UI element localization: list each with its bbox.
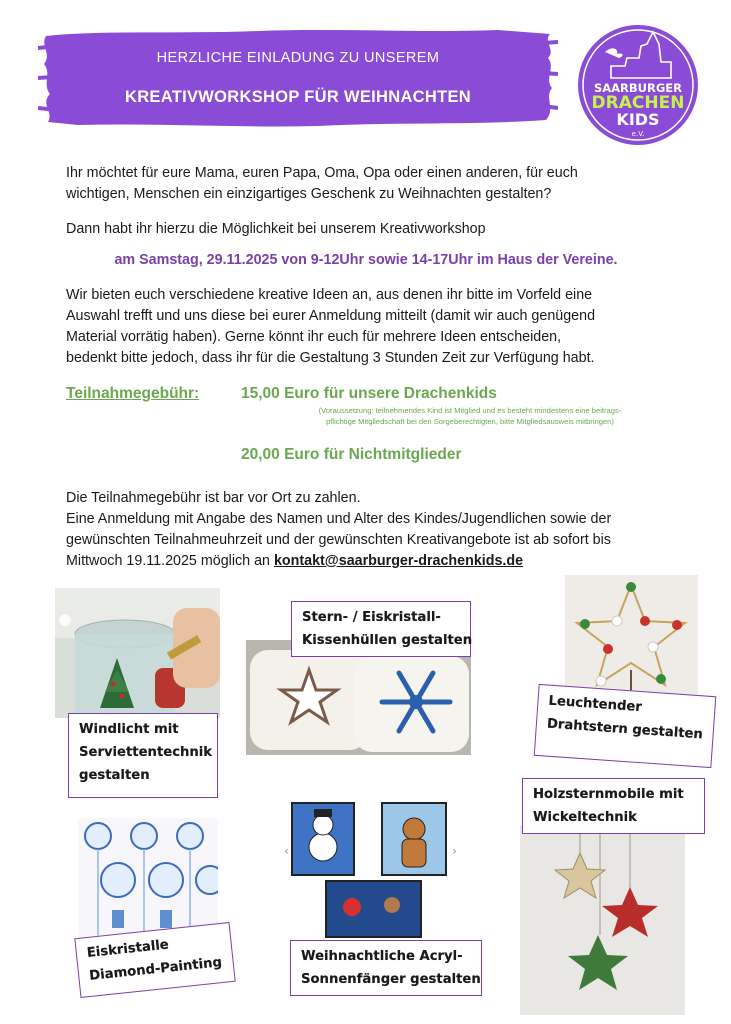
workshop-label-line: Leuchtender (548, 693, 643, 716)
svg-text:›: › (452, 844, 457, 858)
intro-workshop-line: Dann habt ihr hierzu die Möglichkeit bei unserem Kreativworkshop (66, 221, 486, 237)
logo-text-line4: e.V. (631, 130, 645, 138)
offer-line: Auswahl trefft und uns diese bei eurer Anmeldung mitteilt (damit wir auch genügend (66, 308, 596, 324)
workshop-label-line: Stern- / Eiskristall- (302, 610, 441, 625)
fee-note-line: (Voraussetzung: teilnehmendes Kind ist Mitglied und es besteht mindestens eine beitrags- (318, 406, 622, 415)
fee-label: Teilnahmegebühr: (66, 385, 200, 402)
workshop-label-acryl (290, 940, 482, 996)
offer-line: Wir bieten euch verschiedene kreative Ideen an, aus denen ihr bitte im Vorfeld eine (66, 287, 593, 303)
workshop-label-line: Serviettentechnik (79, 745, 213, 760)
logo (575, 22, 701, 148)
logo-text-line2: DRACHEN (591, 93, 685, 113)
workshop-label-kissen (291, 601, 471, 657)
offer-line: Material vorrätig haben). Gerne könnt ihr euch für mehrere Ideen entscheiden, (66, 329, 562, 345)
registration-text: Mittwoch 19.11.2025 möglich an (66, 553, 274, 569)
workshop-label-line: Eiskristalle (86, 937, 170, 962)
windlicht-photo (55, 588, 220, 718)
workshop-label-windlicht (68, 713, 218, 798)
fee-nonmembers: 20,00 Euro für Nichtmitglieder (241, 446, 462, 463)
workshop-label-line: Wickeltechnik (533, 810, 637, 825)
svg-text:‹: ‹ (284, 844, 289, 858)
workshop-label-line: Windlicht mit (79, 722, 179, 737)
event-date: am Samstag, 29.11.2025 von 9-12Uhr sowie 14-17Uhr im Haus der Vereine. (114, 252, 618, 268)
workshop-label-line: Sonnenfänger gestalten (301, 972, 481, 987)
drahtstern-photo (565, 575, 698, 705)
registration-line (66, 551, 671, 572)
workshop-label-drahtstern (534, 684, 717, 768)
header-banner (38, 28, 558, 128)
registration-paragraph (66, 488, 671, 572)
workshop-label-line: Drahtstern gestalten (546, 716, 704, 743)
logo-text-line3: KIDS (616, 110, 660, 129)
logo-text-line1: SAARBURGER (593, 81, 683, 95)
registration-line: Eine Anmeldung mit Angabe des Namen und Alter des Kindes/Jugendlichen sowie der (66, 511, 612, 527)
offer-paragraph (66, 285, 671, 369)
fee-note (270, 405, 670, 427)
workshop-label-line: Diamond-Painting (88, 955, 223, 984)
intro-line: wichtigen, Menschen ein einzigartiges Geschenk zu Weihnachten gestalten? (66, 186, 552, 202)
header-subtitle: HERZLICHE EINLADUNG ZU UNSEREM (156, 50, 440, 66)
fee-note-line: pflichtige Mitgliedschaft bei den Sorgeberechtigten, bitte Mitgliedsausweis mitbringen) (326, 417, 614, 426)
header-title: KREATIVWORKSHOP FÜR WEIHNACHTEN (124, 88, 472, 106)
intro-paragraph (66, 163, 671, 205)
fee-members: 15,00 Euro für unsere Drachenkids (241, 385, 497, 402)
workshop-label-line: gestalten (79, 768, 150, 783)
registration-line: Die Teilnahmegebühr ist bar vor Ort zu zahlen. (66, 490, 361, 506)
workshop-label-line: Weihnachtliche Acryl- (301, 949, 463, 964)
workshop-label-line: Holzsternmobile mit (533, 787, 684, 802)
workshop-label-holzstern (522, 778, 705, 834)
workshop-label-line: Kissenhüllen gestalten (302, 633, 473, 648)
registration-line: gewünschten Teilnahmeuhrzeit und der gewünschten Kreativangebote ist ab sofort bis (66, 532, 611, 548)
intro-line: Ihr möchtet für eure Mama, euren Papa, Oma, Opa oder einen anderen, für euch (66, 165, 578, 181)
contact-email-link[interactable]: kontakt@saarburger-drachenkids.de (273, 553, 524, 569)
acryl-photo (282, 795, 462, 940)
holzstern-photo (520, 825, 685, 1015)
offer-line: bedenkt bitte jedoch, dass ihr für die Gestaltung 3 Stunden Zeit zur Verfügung habt. (66, 350, 595, 366)
kissen-photo (246, 640, 471, 755)
